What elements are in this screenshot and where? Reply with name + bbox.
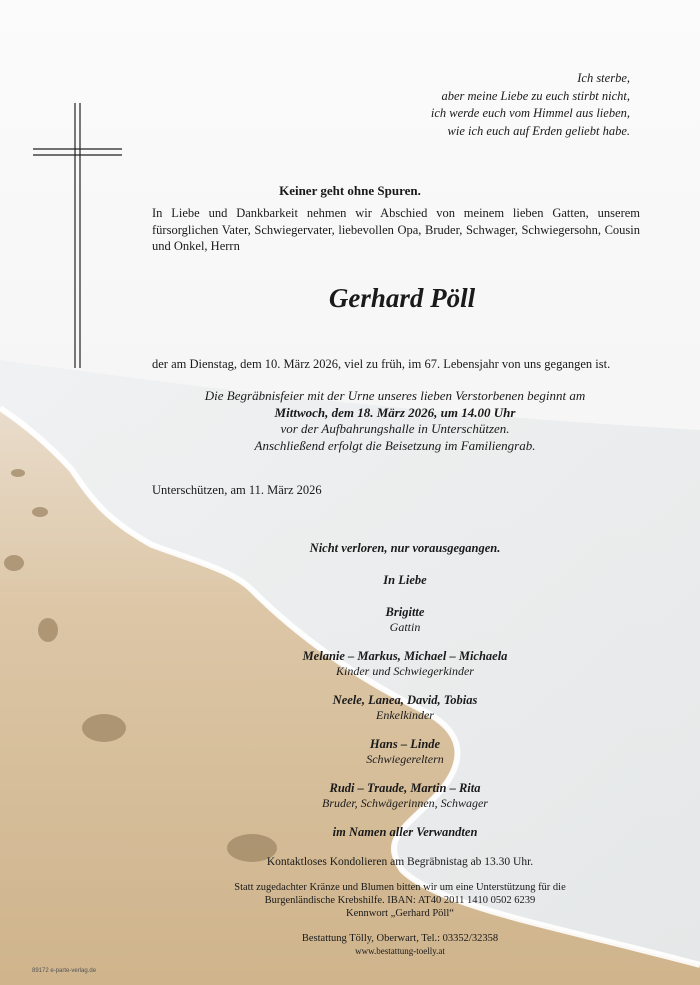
mourner-names: Rudi – Traude, Martin – Rita [329,781,481,795]
mourner-relation: Kinder und Schwiegerkinder [336,664,474,678]
condolence-note: Kontaktloses Kondolieren am Begräbnistag ab 13.30 Uhr. [266,856,534,868]
mourner-relation: Schwiegereltern [366,752,444,766]
quote-line: ich werde euch vom Himmel aus lieben, [430,106,630,120]
deceased-name: Gerhard Pöll [328,283,476,313]
mourners-list [210,540,600,840]
closing-line: im Namen aller Verwandten [332,825,478,839]
mourner-names: Melanie – Markus, Michael – Michaela [302,649,508,663]
mourner-group [210,736,600,767]
motto: Nicht verloren, nur vorausgegangen. [309,541,501,555]
donation-line: Kennwort „Gerhard Pöll“ [346,908,454,919]
donation-line: Burgenländische Krebshilfe. IBAN: AT40 2011 1410 0502 6239 [264,895,536,906]
mourner-group [210,692,600,723]
funeral-line: Die Begräbnisfeier mit der Urne unseres lieben Verstorbenen beginnt am [204,388,586,403]
funeral-date: Mittwoch, dem 18. März 2026, um 14.00 Uhr [274,404,516,420]
memorial-quote [431,70,630,140]
funeral-line: Anschließend erfolgt die Beisetzung im Familiengrab. [254,437,536,453]
intro-title: Keiner geht ohne Spuren. [279,183,421,198]
death-notice: der am Dienstag, dem 10. März 2026, viel zu früh, im 67. Lebensjahr von uns gegangen ist. [152,357,611,371]
mourner-relation: Gattin [389,620,421,634]
in-liebe: In Liebe [383,573,427,587]
mourner-names: Brigitte [385,605,425,619]
mourner-group [210,604,600,635]
donation-line: Statt zugedachter Kränze und Blumen bitten wir um eine Unterstützung für die [234,882,566,893]
mourner-names: Hans – Linde [369,737,441,751]
mourner-group [210,780,600,811]
print-code: 89172 e-parte-verlag.de [32,968,97,974]
mourner-relation: Enkelkinder [376,708,434,722]
quote-line: Ich sterbe, [577,71,630,85]
funeral-line: vor der Aufbahrungshalle in Unterschützen. [280,421,510,436]
quote-line: wie ich euch auf Erden geliebt habe. [447,123,630,138]
mourner-relation: Bruder, Schwägerinnen, Schwager [322,796,488,810]
intro-text: In Liebe und Dankbarkeit nehmen wir Abschied von meinem lieben Gatten, unserem fürsorglichen Vater, Schwiegervater, liebevollen Opa, Bruder, Schwager, Schwiegersohn, Cousin und Onkel, Herrn [152,206,640,253]
undertaker-line: Bestattung Tölly, Oberwart, Tel.: 03352/32358 [301,933,499,944]
undertaker-website: www.bestattung-toelly.at [355,946,445,956]
mourner-names: Neele, Lanea, David, Tobias [332,693,478,707]
undertaker-info [190,932,610,958]
cross-icon [33,100,123,370]
mourner-group [210,648,600,679]
quote-line: aber meine Liebe zu euch stirbt nicht, [441,88,630,103]
funeral-info [140,388,650,454]
donation-note [190,881,610,920]
place-date: Unterschützen, am 11. März 2026 [152,483,322,497]
